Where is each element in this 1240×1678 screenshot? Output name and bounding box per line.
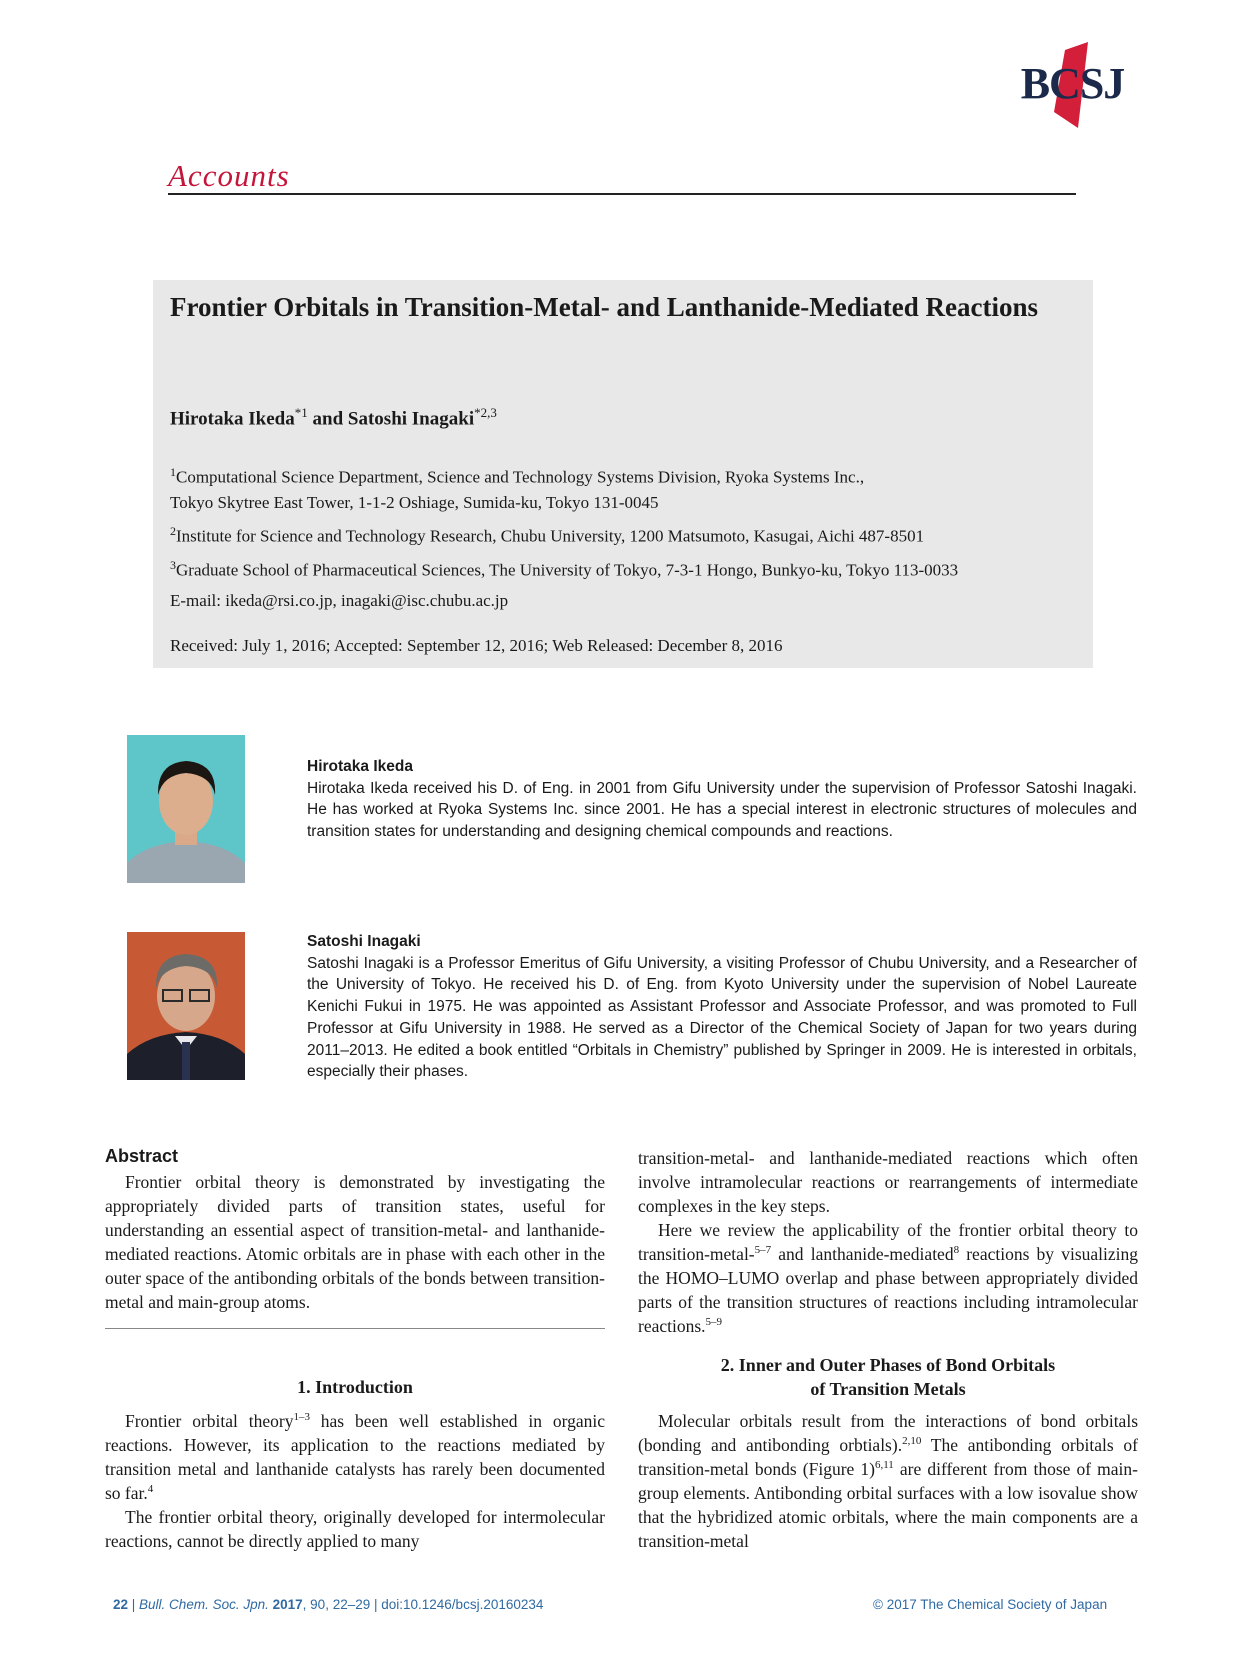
paragraph: transition-metal- and lanthanide-mediated reactions which often involve intramolecular reactions or rearrangements of intermediate complexes in the key steps. <box>638 1148 1138 1216</box>
affil-text: Tokyo Skytree East Tower, 1-1-2 Oshiage, Sumida-ku, Tokyo 131-0045 <box>170 492 659 512</box>
author-affil-mark: *1 <box>294 405 308 420</box>
affil-text: Institute for Science and Technology Research, Chubu University, 1200 Matsumoto, Kasugai, Aichi 487-8501 <box>176 526 925 546</box>
text-run: are different from those of main-group elements. Antibonding orbital surfaces with a low isovalue show that the hybridized atomic orbitals, where the main components are a transition-metal <box>638 1459 1138 1551</box>
citation: 8 <box>953 1244 960 1257</box>
abstract-text: Frontier orbital theory is demonstrated by investigating the appropriately divided parts of transition states, useful for understanding an essential aspect of transition-metal- and lanthanide-mediated reactions. Atomic orbitals are in phase with each other in the outer space of the antibonding orbitals of the bonds between transition-metal and main-group atoms. <box>105 1172 605 1312</box>
affiliation-1 <box>170 460 864 515</box>
abstract-heading: Abstract <box>105 1146 179 1166</box>
author-name: Hirotaka Ikeda <box>170 408 295 430</box>
section-title: Accounts <box>168 158 290 193</box>
author-photo-inagaki <box>127 932 245 1080</box>
portrait-icon <box>127 932 245 1080</box>
bio-name: Satoshi Inagaki <box>307 933 421 950</box>
author-name: Satoshi Inagaki <box>347 408 475 430</box>
citation: 1–3 <box>293 1411 310 1424</box>
paragraph <box>638 1409 1138 1553</box>
logo-text: BCSJ <box>1020 59 1125 108</box>
citation-details: , 90, 22–29 | doi:10.1246/bcsj.20160234 <box>302 1597 544 1612</box>
citation: 2,10 <box>902 1435 922 1448</box>
citation: 5–9 <box>705 1316 723 1329</box>
text-run: Frontier orbital theory <box>125 1411 294 1431</box>
bio-name: Hirotaka Ikeda <box>307 758 413 775</box>
portrait-icon <box>127 735 245 883</box>
affiliation-3 <box>170 553 958 583</box>
heading-line: 2. Inner and Outer Phases of Bond Orbitals <box>720 1355 1056 1375</box>
journal-logo <box>1010 42 1135 128</box>
bio-text: Satoshi Inagaki is a Professor Emeritus of Gifu University, a visiting Professor of Chubu University, and a Researcher of the University of Tokyo. He received his D. of Eng. from Kyoto University under the supervision of Nobel Laureate Kenichi Fukui in 1975. He was appointed as Assistant Professor and Associate Professor, and was promoted to Full Professor at Gifu University in 1988. He served as a Director of the Chemical Society of Japan for two years during 2011–2013. He edited a book entitled “Orbitals in Chemistry” published by Springer in 2009. He is interested in orbitals, especially their phases. <box>307 954 1137 1081</box>
paragraph: The frontier orbital theory, originally developed for intermolecular reactions, cannot be directly applied to many <box>105 1507 605 1551</box>
bio-inagaki <box>307 931 1137 1083</box>
affil-text: Graduate School of Pharmaceutical Sciences, The University of Tokyo, 7-3-1 Hongo, Bunkyo-ku, Tokyo 113-0033 <box>176 560 959 580</box>
paragraph <box>638 1218 1138 1338</box>
text-run: The antibonding orbitals of transition-metal bonds (Figure 1) <box>638 1435 1138 1479</box>
affil-text: Computational Science Department, Science and Technology Systems Division, Ryoka Systems Inc., <box>176 467 865 487</box>
text-run: Molecular orbitals result from the interactions of bond orbitals (bonding and antibonding orbtials). <box>638 1411 1138 1455</box>
intro-heading: 1. Introduction <box>297 1377 413 1397</box>
intro-body <box>105 1409 605 1553</box>
footer-copyright: © 2017 The Chemical Society of Japan <box>873 1597 1108 1612</box>
contact-email: E-mail: ikeda@rsi.co.jp, inagaki@isc.chubu.ac.jp <box>170 591 509 610</box>
abstract-body <box>105 1170 605 1314</box>
page-number: 22 <box>113 1597 129 1612</box>
abstract-divider <box>105 1328 605 1329</box>
affiliation-2 <box>170 519 924 549</box>
text-run: and lanthanide-mediated <box>771 1244 954 1264</box>
paper-title: Frontier Orbitals in Transition-Metal- and Lanthanide-Mediated Reactions <box>170 292 1039 322</box>
publication-dates: Received: July 1, 2016; Accepted: September 12, 2016; Web Released: December 8, 2016 <box>170 636 783 655</box>
citation: 4 <box>147 1483 154 1496</box>
citation: 6,11 <box>874 1459 894 1472</box>
author-affil-mark: *2,3 <box>474 405 497 420</box>
section2-heading <box>638 1353 1138 1401</box>
journal-year: 2017 <box>272 1597 303 1612</box>
journal-name: Bull. Chem. Soc. Jpn. <box>139 1597 269 1612</box>
text-run: Here we review the applicability of the frontier orbital theory to transition-metal- <box>638 1220 1138 1264</box>
bio-ikeda <box>307 756 1137 843</box>
right-column-top <box>638 1146 1138 1338</box>
section2-body <box>638 1409 1138 1553</box>
affil-number: 1 <box>170 465 176 479</box>
affil-number: 3 <box>170 558 176 572</box>
author-and: and <box>312 408 344 430</box>
footer-citation: 22 | Bull. Chem. Soc. Jpn. 2017, 90, 22–29 | doi:10.1246/bcsj.20160234 <box>113 1597 544 1612</box>
bio-text: Hirotaka Ikeda received his D. of Eng. in 2001 from Gifu University under the supervision of Professor Satoshi Inagaki. He has worked at Ryoka Systems Inc. since 2001. He has a special interest in electronic structures of molecules and transition states for understanding and designing chemical compounds and reactions. <box>307 779 1137 841</box>
text-run: has been well established in organic reactions. However, its application to the reactions mediated by transition metal and lanthanide catalysts has rarely been documented so far. <box>105 1411 605 1503</box>
author-photo-ikeda <box>127 735 245 883</box>
section-rule <box>168 193 1076 195</box>
author-list <box>170 405 497 430</box>
paragraph <box>105 1409 605 1505</box>
citation: 5–7 <box>754 1244 772 1257</box>
heading-line: of Transition Metals <box>810 1379 966 1399</box>
text-run: reactions by visualizing the HOMO–LUMO overlap and phase between appropriately divided parts of the transition structures of reactions including intramolecular reactions. <box>638 1244 1138 1336</box>
affil-number: 2 <box>170 524 176 538</box>
